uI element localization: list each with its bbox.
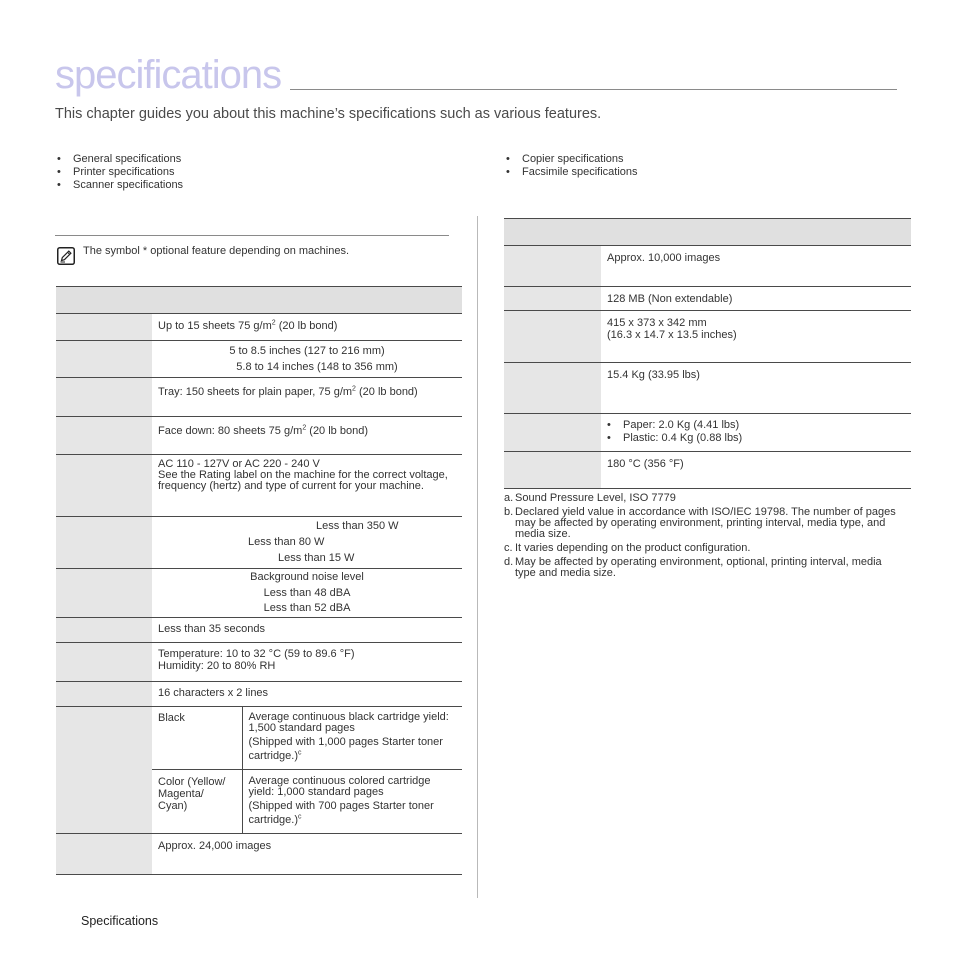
table-header-row (56, 287, 462, 314)
dimension-value: 415 x 373 x 342 mm (16.3 x 14.7 x 13.5 inches) (601, 311, 911, 363)
footnotes (504, 493, 904, 582)
table-row (56, 341, 462, 378)
output-tray-value: Face down: 80 sheets 75 $g/m^2$ (20 lb bond) (152, 417, 462, 455)
header-cell-item (504, 219, 601, 246)
power-rating-value: AC 110 - 127V or AC 220 - 240 V See the Rating label on the machine for the correct voltage, frequency (hertz) and type of current for your machine. (152, 455, 462, 517)
table-row (504, 363, 911, 414)
warmup-time-value: Less than 35 seconds (152, 618, 462, 643)
toner-color-value: Average continuous colored cartridge yield: 1,000 standard pages (Shipped with 700 pages Starter toner cartridge.)$^c$ (242, 770, 462, 834)
table-row (56, 417, 462, 455)
table-header-row (504, 219, 911, 246)
note-rule (55, 235, 449, 236)
table-row (504, 311, 911, 363)
toc-right (504, 153, 638, 179)
paper-size-value: 5 to 8.5 inches (127 to 216 mm) 5.8 to 14 inches (148 to 356 mm) (152, 341, 462, 378)
toc-link-printer[interactable]: • Printer specifications (55, 166, 183, 179)
toner-black-label: Black (152, 707, 242, 770)
drum-life-value: Approx. 24,000 images (152, 834, 462, 875)
table-row (56, 569, 462, 618)
package-weight-value: • Paper: 2.0 Kg (4.41 lbs) • Plastic: 0.4 Kg (0.88 lbs) (601, 414, 911, 452)
input-tray-value: Tray: 150 sheets for plain paper, 75 $g/m^2$ (20 lb bond) (152, 378, 462, 417)
header-cell-description (601, 219, 911, 246)
table-row (504, 452, 911, 489)
lcd-value: 16 characters x 2 lines (152, 682, 462, 707)
table-row (56, 517, 462, 569)
power-consumption-value: Less than 350 W Less than 80 W Less than 15 W (152, 517, 462, 569)
toner-black-value: Average continuous black cartridge yield: 1,500 standard pages (Shipped with 1,000 pages Starter toner cartridge.)$^c$ (242, 707, 462, 770)
weight-value: 15.4 Kg (33.95 lbs) (601, 363, 911, 414)
table-row (56, 314, 462, 341)
table-row (504, 414, 911, 452)
note-text: The symbol * optional feature depending on machines. (83, 245, 350, 257)
table-row (56, 834, 462, 875)
fusing-temp-value: 180 °C (356 °F) (601, 452, 911, 489)
toc-link-copier[interactable]: • Copier specifications (504, 153, 638, 166)
tray-capacity-value: Up to 15 sheets 75 $g/m^2$ (20 lb bond) (152, 314, 462, 341)
noise-level-value: Background noise level Less than 48 dBA Less than 52 dBA (152, 569, 462, 618)
note-pencil-icon (57, 247, 75, 265)
table-row (56, 455, 462, 517)
general-spec-table (56, 286, 462, 875)
environment-value: Temperature: 10 to 32 °C (59 to 89.6 °F) Humidity: 20 to 80% RH (152, 643, 462, 682)
table-row (56, 643, 462, 682)
table-row (504, 246, 911, 287)
header-cell-item (56, 287, 152, 314)
footnote-b: b. Declared yield value in accordance with ISO/IEC 19798. The number of pages may be affected by operating environment, printing interval, media type, and media size. (504, 506, 896, 540)
footnote-c: c. It varies depending on the product configuration. (504, 542, 751, 554)
footnote-a: a. Sound Pressure Level, ISO 7779 (504, 492, 676, 504)
table-row (504, 287, 911, 311)
table-row (56, 378, 462, 417)
table-row (56, 707, 462, 770)
toc-link-facsimile[interactable]: • Facsimile specifications (504, 166, 638, 179)
memory-value: 128 MB (Non extendable) (601, 287, 911, 311)
toc-link-scanner[interactable]: • Scanner specifications (55, 179, 183, 192)
page-subtitle: This chapter guides you about this machine’s specifications such as various features. (55, 106, 602, 122)
toc-left (55, 153, 183, 192)
page-title: specifications (55, 53, 282, 97)
toner-color-label: Color (Yellow/ Magenta/ Cyan) (152, 770, 242, 834)
table-row (56, 682, 462, 707)
title-rule (290, 89, 897, 90)
footnote-d: d. May be affected by operating environment, optional, printing interval, media type and media size. (504, 556, 882, 579)
general-spec-table-continued (504, 218, 911, 489)
toc-link-general[interactable]: • General specifications (55, 153, 183, 166)
header-cell-description (152, 287, 462, 314)
column-divider (477, 216, 478, 898)
table-row (56, 618, 462, 643)
transfer-belt-value: Approx. 10,000 images (601, 246, 911, 287)
page-footer-label: Specifications (81, 914, 159, 928)
